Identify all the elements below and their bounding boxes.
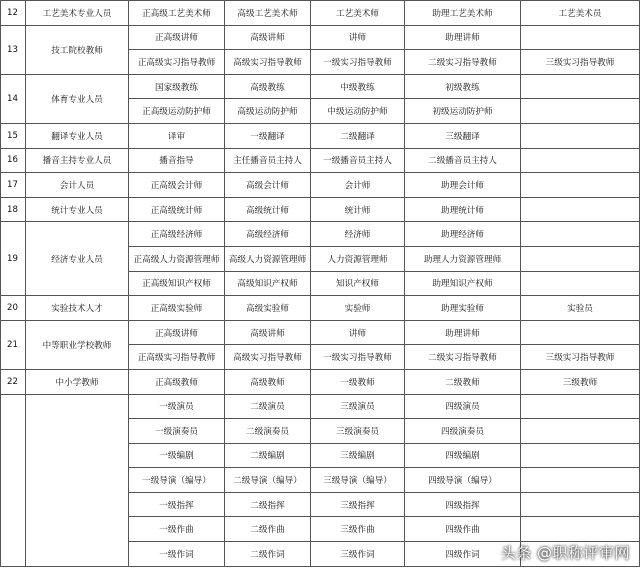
row-number: 12 [1,1,26,26]
level-cell: 助理会计师 [405,173,521,198]
level-cell: 高级实验师 [225,296,311,321]
level-cell: 三级作曲 [311,517,405,542]
row-number: 13 [1,25,26,74]
level-cell: 实验师 [311,296,405,321]
level-cell: 高级实习指导教师 [225,345,311,370]
level-cell: 一级实习指导教师 [311,345,405,370]
table-row [1,123,640,148]
level-cell: 四级作词 [405,542,521,567]
level-cell: 一级演员 [129,394,225,419]
level-cell [521,123,640,148]
level-cell [521,197,640,222]
level-cell: 正高级讲师 [129,25,225,50]
series-name: 经济专业人员 [26,222,129,296]
level-cell: 三级作词 [311,542,405,567]
level-cell: 高级教练 [225,74,311,99]
level-cell [521,148,640,173]
level-cell: 高级人力资源管理师 [225,246,311,271]
level-cell: 二级作曲 [225,517,311,542]
level-cell: 高级知识产权师 [225,271,311,296]
row-number: 19 [1,222,26,296]
level-cell: 中级运动防护师 [311,99,405,124]
level-cell: 正高级运动防护师 [129,99,225,124]
level-cell: 二级作词 [225,542,311,567]
level-cell: 译审 [129,123,225,148]
level-cell [521,320,640,345]
level-cell: 正高级会计师 [129,173,225,198]
level-cell: 四级演员 [405,394,521,419]
level-cell: 一级演奏员 [129,419,225,444]
level-cell: 高级讲师 [225,25,311,50]
level-cell: 助理讲师 [405,25,521,50]
level-cell: 一级播音员主持人 [311,148,405,173]
level-cell: 一级教师 [311,369,405,394]
level-cell: 三级导演（编导） [311,468,405,493]
level-cell: 初级运动防护师 [405,99,521,124]
level-cell [521,492,640,517]
series-name: 翻译专业人员 [26,123,129,148]
series-name: 实验技术人才 [26,296,129,321]
table-row [1,148,640,173]
level-cell: 三级编剧 [311,443,405,468]
series-name: 体育专业人员 [26,74,129,123]
watermark: 头条 @职称评审网 [500,544,630,562]
level-cell: 二级演员 [225,394,311,419]
level-cell: 讲师 [311,320,405,345]
row-number: 22 [1,369,26,394]
level-cell: 中级教练 [311,74,405,99]
level-cell: 二级翻译 [311,123,405,148]
series-name: 中等职业学校教师 [26,320,129,369]
level-cell: 一级翻译 [225,123,311,148]
table-row [1,1,640,26]
level-cell: 高级教师 [225,369,311,394]
level-cell: 二级编剧 [225,443,311,468]
series-name [26,394,129,566]
level-cell [521,173,640,198]
table-row [1,25,640,50]
level-cell [521,74,640,99]
level-cell: 四级编剧 [405,443,521,468]
table-row [1,222,640,247]
level-cell: 正高级经济师 [129,222,225,247]
level-cell [521,419,640,444]
level-cell: 工艺美术师 [311,1,405,26]
level-cell: 统计师 [311,197,405,222]
level-cell: 一级作曲 [129,517,225,542]
level-cell: 三级翻译 [405,123,521,148]
row-number: 21 [1,320,26,369]
level-cell: 高级会计师 [225,173,311,198]
level-cell: 经济师 [311,222,405,247]
level-cell: 高级经济师 [225,222,311,247]
row-number: 20 [1,296,26,321]
level-cell: 二级演奏员 [225,419,311,444]
level-cell: 播音指导 [129,148,225,173]
level-cell: 一级实习指导教师 [311,50,405,75]
level-cell [521,246,640,271]
level-cell: 四级导演（编导） [405,468,521,493]
level-cell: 高级讲师 [225,320,311,345]
level-cell: 助理实验师 [405,296,521,321]
table-row [1,74,640,99]
level-cell: 二级导演（编导） [225,468,311,493]
level-cell: 知识产权师 [311,271,405,296]
level-cell: 工艺美术员 [521,1,640,26]
series-name: 中小学教师 [26,369,129,394]
level-cell: 一级导演（编导） [129,468,225,493]
row-number: 18 [1,197,26,222]
level-cell: 正高级讲师 [129,320,225,345]
row-number [1,394,26,566]
series-name: 播音主持专业人员 [26,148,129,173]
level-cell: 四级指挥 [405,492,521,517]
level-cell: 人力资源管理师 [311,246,405,271]
level-cell: 正高级实习指导教师 [129,50,225,75]
level-cell [521,222,640,247]
level-cell [521,468,640,493]
level-cell: 三级演奏员 [311,419,405,444]
table-row [1,394,640,419]
level-cell: 三级演员 [311,394,405,419]
level-cell: 会计师 [311,173,405,198]
level-cell [521,271,640,296]
level-cell: 四级作曲 [405,517,521,542]
row-number: 14 [1,74,26,123]
level-cell: 高级工艺美术师 [225,1,311,26]
series-name: 工艺美术专业人员 [26,1,129,26]
series-name: 统计专业人员 [26,197,129,222]
level-cell: 二级播音员主持人 [405,148,521,173]
level-cell [521,443,640,468]
level-cell: 高级运动防护师 [225,99,311,124]
table-row [1,197,640,222]
level-cell: 四级演奏员 [405,419,521,444]
level-cell: 正高级工艺美术师 [129,1,225,26]
level-cell: 国家级教练 [129,74,225,99]
level-cell: 实验员 [521,296,640,321]
level-cell: 三级指挥 [311,492,405,517]
level-cell: 一级指挥 [129,492,225,517]
level-cell: 正高级教师 [129,369,225,394]
level-cell: 二级实习指导教师 [405,345,521,370]
row-number: 16 [1,148,26,173]
level-cell: 正高级统计师 [129,197,225,222]
level-cell: 高级统计师 [225,197,311,222]
series-name: 技工院校教师 [26,25,129,74]
level-cell: 初级教练 [405,74,521,99]
row-number: 15 [1,123,26,148]
table-body [1,1,640,567]
level-cell [521,517,640,542]
level-cell: 助理知识产权师 [405,271,521,296]
level-cell: 讲师 [311,25,405,50]
level-cell: 三级实习指导教师 [521,50,640,75]
level-cell: 三级教师 [521,369,640,394]
level-cell: 一级编剧 [129,443,225,468]
series-name: 会计人员 [26,173,129,198]
level-cell: 正高级实验师 [129,296,225,321]
table-row [1,296,640,321]
level-cell [521,25,640,50]
level-cell [521,394,640,419]
level-cell: 正高级知识产权师 [129,271,225,296]
level-cell: 一级作词 [129,542,225,567]
level-cell: 高级实习指导教师 [225,50,311,75]
level-cell: 助理统计师 [405,197,521,222]
level-cell: 二级实习指导教师 [405,50,521,75]
level-cell [521,99,640,124]
level-cell: 二级指挥 [225,492,311,517]
level-cell: 助理工艺美术师 [405,1,521,26]
level-cell: 正高级实习指导教师 [129,345,225,370]
level-cell: 二级教师 [405,369,521,394]
row-number: 17 [1,173,26,198]
level-cell: 助理经济师 [405,222,521,247]
level-cell: 三级实习指导教师 [521,345,640,370]
level-cell: 助理讲师 [405,320,521,345]
level-cell: 正高级人力资源管理师 [129,246,225,271]
table-row [1,320,640,345]
level-cell: 主任播音员主持人 [225,148,311,173]
table-row [1,173,640,198]
table-row [1,369,640,394]
level-cell: 助理人力资源管理师 [405,246,521,271]
